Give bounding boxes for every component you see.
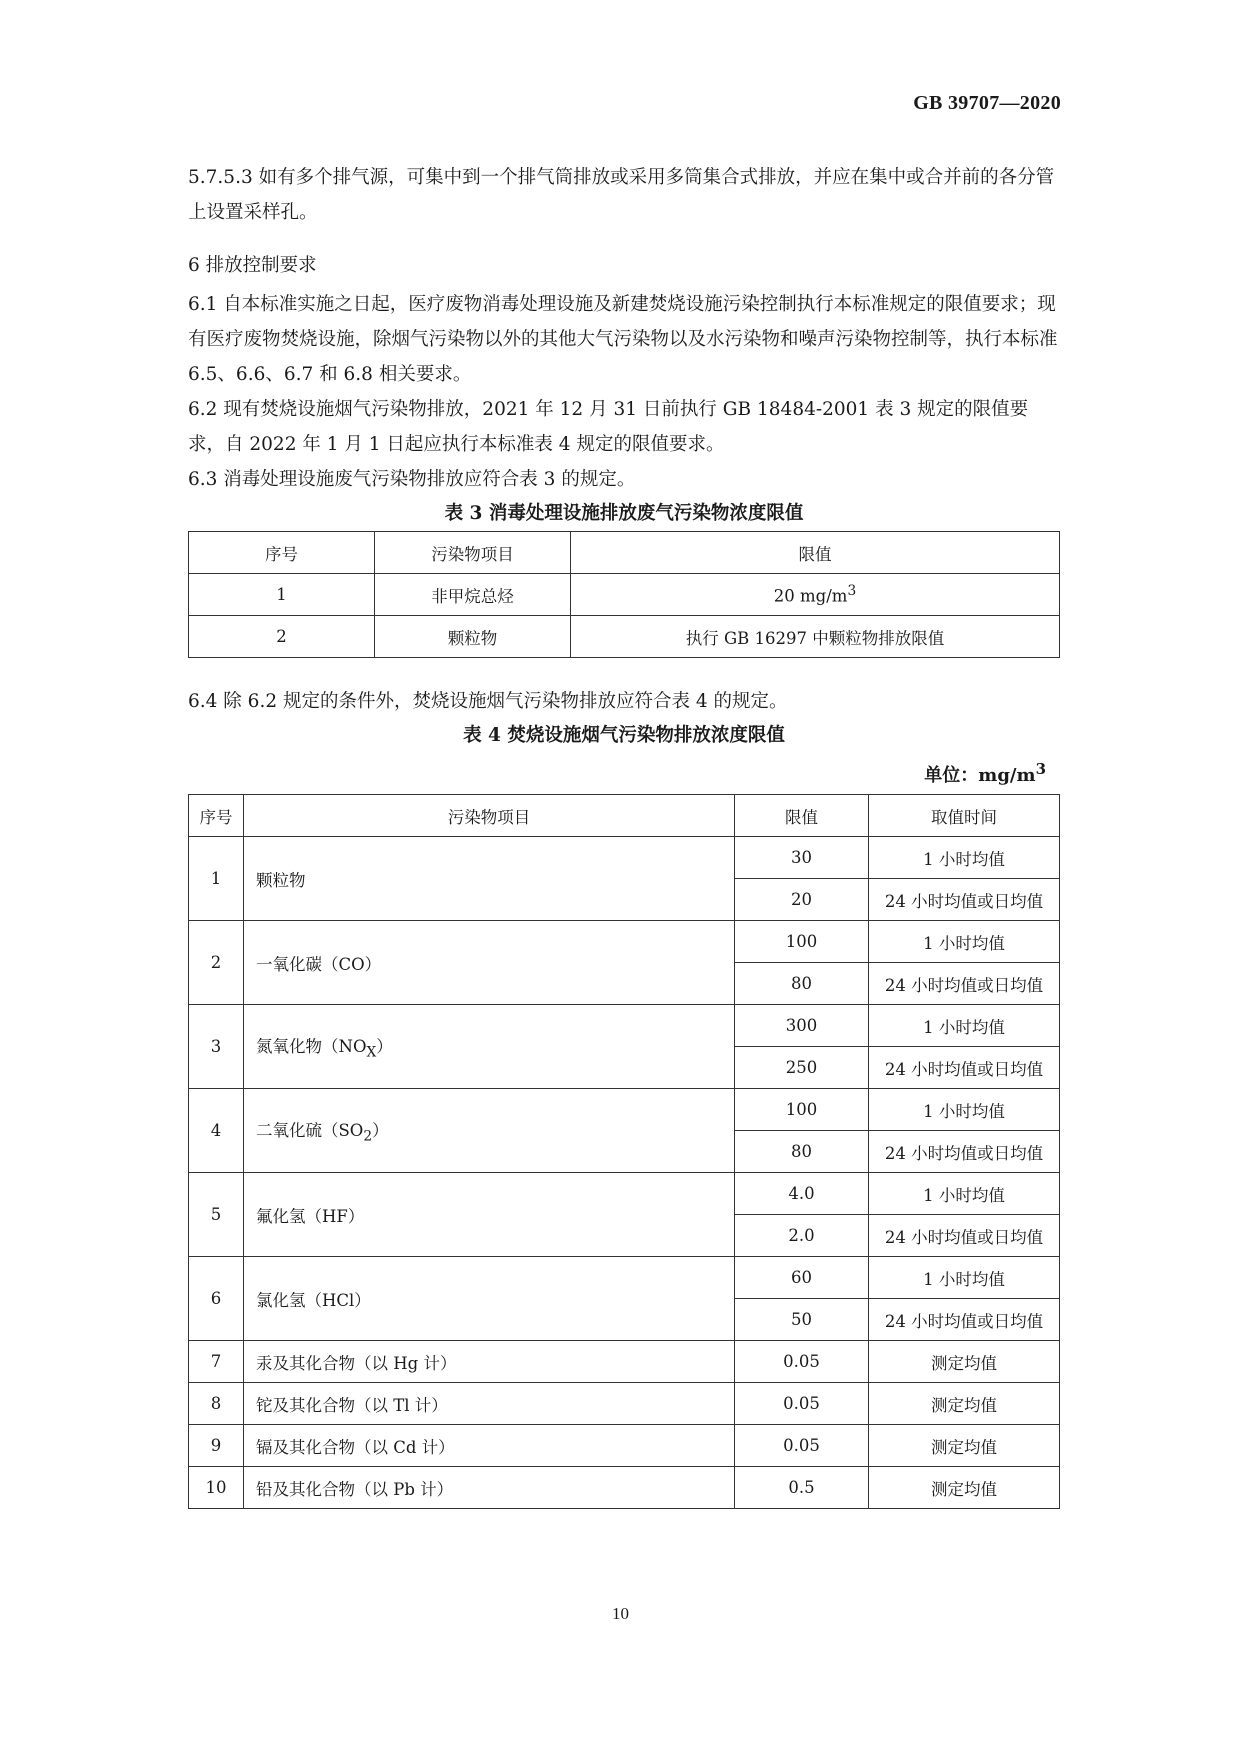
table4-row-limit: 60	[735, 1257, 869, 1299]
table4-row-no: 4	[189, 1089, 244, 1173]
table4-row-time: 测定均值	[869, 1383, 1060, 1425]
table3-row-no: 1	[189, 574, 375, 616]
table4-row-limit: 0.05	[735, 1425, 869, 1467]
table4-row-no: 3	[189, 1005, 244, 1089]
table4-row-limit: 100	[735, 1089, 869, 1131]
table4-row-limit: 0.05	[735, 1341, 869, 1383]
table4-row-no: 6	[189, 1257, 244, 1341]
paragraph-5-7-5-3: 5.7.5.3 如有多个排气源，可集中到一个排气筒排放或采用多筒集合式排放，并应在集中或合并前的各分管上设置采样孔。	[188, 167, 1055, 223]
table4-row-time: 24 小时均值或日均值	[869, 879, 1060, 921]
table-row	[189, 1341, 1060, 1383]
standard-code: GB 39707—2020	[913, 92, 1061, 114]
page-content	[188, 160, 1060, 1509]
table-row	[189, 837, 1060, 879]
table3-row-item: 非甲烷总烃	[375, 574, 571, 616]
table3-header-item: 污染物项目	[375, 532, 571, 574]
table3-header-no: 序号	[189, 532, 375, 574]
table4-row-limit: 0.05	[735, 1383, 869, 1425]
table4-row-limit: 2.0	[735, 1215, 869, 1257]
table4-row-no: 7	[189, 1341, 244, 1383]
table4-row-time: 测定均值	[869, 1341, 1060, 1383]
table4-row-item: 镉及其化合物（以 Cd 计）	[244, 1425, 735, 1467]
table4-row-time: 1 小时均值	[869, 1005, 1060, 1047]
table-row	[189, 1005, 1060, 1047]
table4-header-time: 取值时间	[869, 795, 1060, 837]
subscript: 2	[363, 1128, 373, 1145]
table-row	[189, 1383, 1060, 1425]
table4-caption: 表 4 焚烧设施烟气污染物排放浓度限值	[463, 725, 785, 746]
table4-row-limit: 80	[735, 963, 869, 1005]
table4-row-item: 氮氧化物$(NO_X)$	[244, 1005, 735, 1089]
table4-header-no: 序号	[189, 795, 244, 837]
table-row	[189, 1257, 1060, 1299]
table4-row-limit: 100	[735, 921, 869, 963]
table4-row-item: 氟化氢（HF）	[244, 1173, 735, 1257]
paragraph-6-1: 6.1 自本标准实施之日起，医疗废物消毒处理设施及新建焚烧设施污染控制执行本标准规定的限值要求；现有医疗废物焚烧设施，除烟气污染物以外的其他大气污染物以及水污染物和噪声污染物控制等，执行本标准 6.5、6.6、6.7 和 6.8 相关要求。	[188, 294, 1058, 385]
table4-row-no: 2	[189, 921, 244, 1005]
table4-row-no: 1	[189, 837, 244, 921]
table4-row-time: 1 小时均值	[869, 1173, 1060, 1215]
table4-row-limit: 250	[735, 1047, 869, 1089]
table3-row-limit: 20 $mg/m^3$	[571, 574, 1060, 616]
table4-row-time: 测定均值	[869, 1467, 1060, 1509]
table4-row-limit: 20	[735, 879, 869, 921]
table4-row-time: 1 小时均值	[869, 1257, 1060, 1299]
table4-row-item: 一氧化碳（CO）	[244, 921, 735, 1005]
table3-header-limit: 限值	[571, 532, 1060, 574]
table-row	[189, 574, 1060, 616]
table4-row-time: 24 小时均值或日均值	[869, 1047, 1060, 1089]
table4-row-limit: 300	[735, 1005, 869, 1047]
table4-row-item: 二氧化硫$(SO_2)$	[244, 1089, 735, 1173]
table4-row-no: 9	[189, 1425, 244, 1467]
table-row	[189, 1467, 1060, 1509]
table4-row-no: 5	[189, 1173, 244, 1257]
table3	[188, 531, 1060, 658]
table-row	[189, 1425, 1060, 1467]
paragraph-6-4: 6.4 除 6.2 规定的条件外，焚烧设施烟气污染物排放应符合表 4 的规定。	[188, 691, 788, 712]
table4-row-no: 10	[189, 1467, 244, 1509]
table4-row-time: 1 小时均值	[869, 921, 1060, 963]
table3-row-item: 颗粒物	[375, 616, 571, 658]
table3-row-limit: 执行 GB 16297 中颗粒物排放限值	[571, 616, 1060, 658]
table4-row-item: 颗粒物	[244, 837, 735, 921]
table3-header-row	[189, 532, 1060, 574]
table4-row-item: 铅及其化合物（以 Pb 计）	[244, 1467, 735, 1509]
table4-unit: 单位：$mg/m^3$	[924, 760, 1046, 786]
table3-caption: 表 3 消毒处理设施排放废气污染物浓度限值	[444, 503, 804, 524]
page-number: 10	[612, 1604, 629, 1623]
superscript: 3	[1035, 760, 1046, 778]
table4	[188, 794, 1060, 1509]
table4-row-limit: 50	[735, 1299, 869, 1341]
table4-row-time: 24 小时均值或日均值	[869, 963, 1060, 1005]
table4-row-time: 1 小时均值	[869, 1089, 1060, 1131]
table4-row-item: 氯化氢（HCl）	[244, 1257, 735, 1341]
table4-header-limit: 限值	[735, 795, 869, 837]
table-row	[189, 921, 1060, 963]
table4-row-limit: 80	[735, 1131, 869, 1173]
table4-row-limit: 0.5	[735, 1467, 869, 1509]
table4-row-time: 测定均值	[869, 1425, 1060, 1467]
section-heading-6: 6 排放控制要求	[188, 255, 317, 276]
table-row	[189, 1173, 1060, 1215]
table4-row-time: 24 小时均值或日均值	[869, 1131, 1060, 1173]
table4-row-item: 铊及其化合物（以 Tl 计）	[244, 1383, 735, 1425]
paragraph-6-2: 6.2 现有焚烧设施烟气污染物排放，2021 年 12 月 31 日前执行 GB 18484-2001 表 3 规定的限值要求，自 2022 年 1 月 1 日起应执行本标准表 4 规定的限值要求。	[188, 399, 1029, 455]
table4-row-limit: 4.0	[735, 1173, 869, 1215]
table4-row-time: 1 小时均值	[869, 837, 1060, 879]
table4-row-time: 24 小时均值或日均值	[869, 1215, 1060, 1257]
superscript: 3	[847, 583, 857, 600]
table4-row-limit: 30	[735, 837, 869, 879]
table4-row-time: 24 小时均值或日均值	[869, 1299, 1060, 1341]
table-row	[189, 616, 1060, 658]
subscript: X	[366, 1044, 377, 1061]
paragraph-6-3: 6.3 消毒处理设施废气污染物排放应符合表 3 的规定。	[188, 469, 636, 490]
table4-header-item: 污染物项目	[244, 795, 735, 837]
table4-row-item: 汞及其化合物（以 Hg 计）	[244, 1341, 735, 1383]
table3-row-no: 2	[189, 616, 375, 658]
table-row	[189, 1089, 1060, 1131]
table4-header-row	[189, 795, 1060, 837]
table4-row-no: 8	[189, 1383, 244, 1425]
